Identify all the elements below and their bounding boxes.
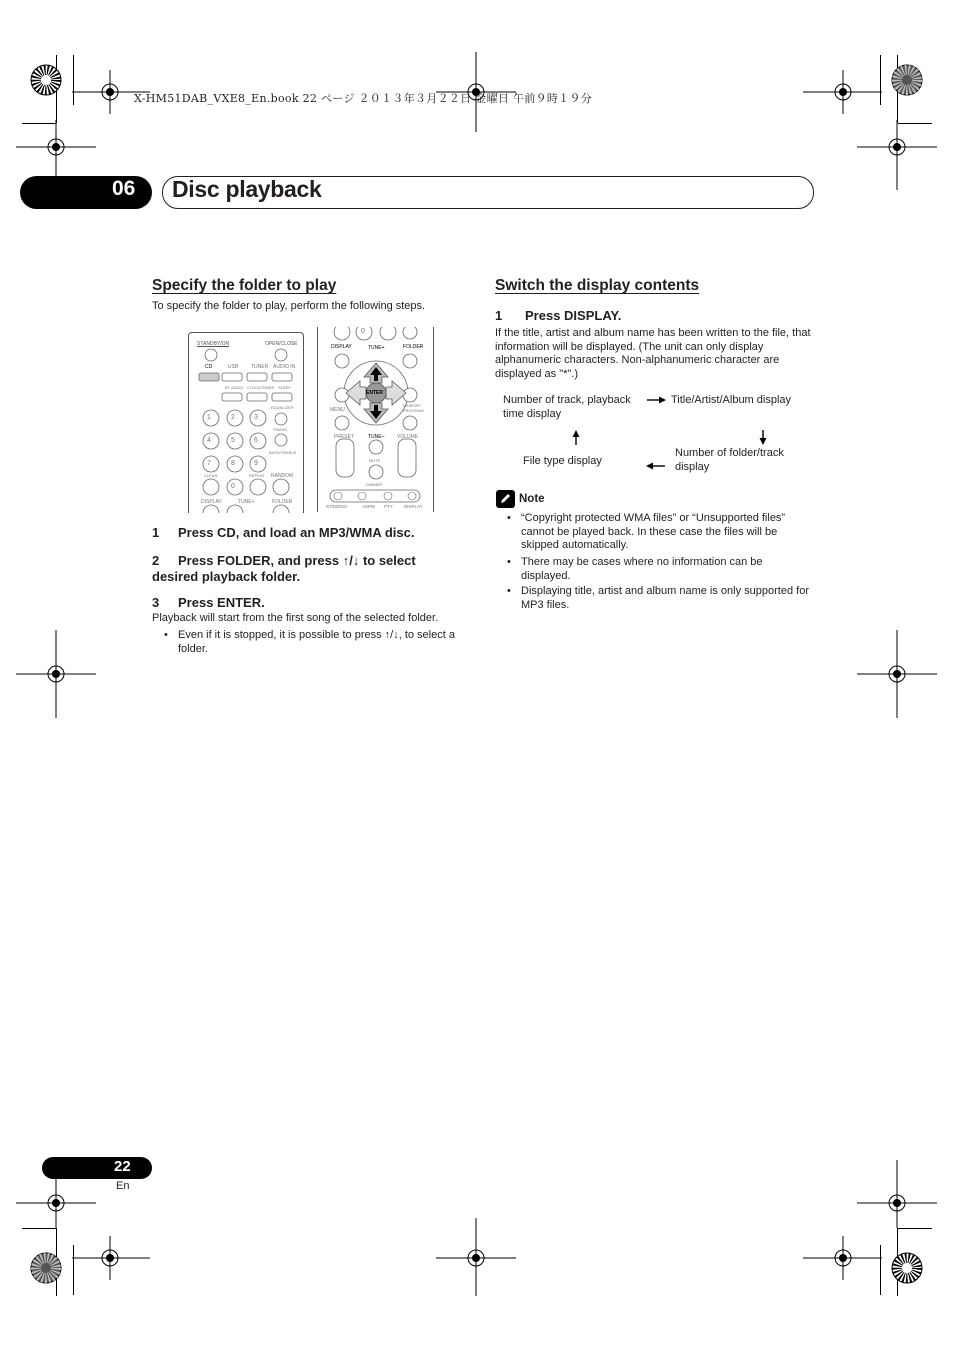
section-heading-folder: Specify the folder to play bbox=[152, 277, 337, 294]
remote-tuneplus: TUNE+ bbox=[238, 499, 255, 505]
remote-num-2: 2 bbox=[231, 414, 235, 421]
remote2-preset: PRESET bbox=[334, 434, 355, 440]
remote-btaudio: BT AUDIO bbox=[225, 385, 244, 390]
chapter-title: Disc playback bbox=[172, 176, 322, 202]
remote-clear: CLEAR bbox=[204, 473, 218, 478]
remote-main-buttons bbox=[189, 333, 303, 513]
remote-num-1: 1 bbox=[207, 414, 211, 421]
flow-node-track-time: Number of track, playback time display bbox=[503, 394, 631, 420]
remote2-aspm: ASPM bbox=[362, 504, 375, 509]
remote-basstreble: BASS/TREBLE bbox=[269, 450, 297, 455]
step-1-left bbox=[152, 525, 472, 541]
bullet-dot: • bbox=[507, 585, 511, 597]
remote-illustration-main bbox=[188, 332, 304, 513]
remote-standby-label: STANDBY/ON bbox=[197, 341, 230, 347]
note-item bbox=[507, 556, 813, 583]
step-number: 2 bbox=[152, 553, 160, 568]
step-number: 1 bbox=[495, 308, 503, 323]
remote2-zero: 0 bbox=[361, 328, 365, 335]
remote-clocktimer: CLOCK/TIMER bbox=[247, 385, 275, 390]
pencil-icon bbox=[496, 490, 515, 508]
remote2-display: DISPLAY bbox=[331, 344, 352, 350]
step-text: Press ENTER. bbox=[178, 595, 265, 610]
remote-src-usb: USB bbox=[228, 364, 239, 370]
print-meta: X-HM51DAB_VXE8_En.book 22 ページ ２０１３年３月２２日 金曜日 午前９時１９分 bbox=[134, 92, 593, 105]
remote-random: RANDOM bbox=[271, 473, 294, 479]
remote-folder: FOLDER bbox=[272, 499, 293, 505]
remote2-menu: MENU bbox=[330, 407, 345, 413]
remote-num-5: 5 bbox=[231, 437, 235, 444]
remote-num-8: 8 bbox=[231, 460, 235, 467]
left-bullet bbox=[164, 629, 470, 656]
page-number-badge bbox=[42, 1157, 152, 1179]
remote-repeat: REPEAT bbox=[249, 473, 265, 478]
remote-num-9: 9 bbox=[254, 460, 258, 467]
remote2-mute: MUTE bbox=[369, 458, 381, 463]
remote-src-cd: CD bbox=[205, 364, 213, 370]
bullet-dot: • bbox=[164, 629, 168, 641]
bullet-dot: • bbox=[507, 556, 511, 568]
remote2-memory: MEMORY PROGRAM bbox=[403, 403, 424, 413]
chapter-number: 06 bbox=[112, 177, 136, 200]
remote-num-6: 6 bbox=[254, 437, 258, 444]
flow-arrows bbox=[490, 388, 820, 478]
note-text: There may be cases where no information can be displayed. bbox=[521, 556, 763, 582]
page-number: 22 bbox=[114, 1158, 131, 1175]
step-number: 3 bbox=[152, 595, 160, 610]
remote-sleep: SLEEP bbox=[278, 385, 291, 390]
remote2-folder: FOLDER bbox=[403, 344, 424, 350]
step-number: 1 bbox=[152, 525, 160, 540]
display-description: If the title, artist and album name has been written to the file, that information will be displayed. (The unit can only display alphanumeric characters. Non-alphanumeric character are displayed as "*".) bbox=[495, 327, 811, 380]
remote2-tuneminus: TUNE– bbox=[368, 434, 385, 440]
section-heading-display: Switch the display contents bbox=[495, 277, 700, 294]
remote2-stmono: ST/MONO bbox=[326, 504, 347, 509]
note-item bbox=[507, 585, 813, 612]
remote2-tuneplus: TUNE+ bbox=[368, 345, 385, 351]
intro-text: To specify the folder to play, perform the following steps. bbox=[152, 300, 426, 312]
remote-num-7: 7 bbox=[207, 460, 211, 467]
language-code: En bbox=[116, 1180, 130, 1192]
step-text: Press FOLDER, and press ↑/↓ to select desired playback folder. bbox=[152, 553, 416, 584]
remote-num-0: 0 bbox=[231, 483, 235, 490]
step-text: Press DISPLAY. bbox=[525, 308, 622, 323]
remote-equalizer: EQUALIZER bbox=[271, 405, 294, 410]
remote2-dimmer: DIMMER bbox=[366, 482, 383, 487]
step-1-right bbox=[495, 308, 815, 324]
remote-illustration-nav bbox=[317, 327, 434, 512]
step-3-left bbox=[152, 595, 472, 611]
remote-display: DISPLAY bbox=[201, 499, 222, 505]
remote2-display-bottom: DISPLAY bbox=[404, 504, 423, 509]
step-text: Press CD, and load an MP3/WMA disc. bbox=[178, 525, 415, 540]
remote2-pty: PTY bbox=[384, 504, 393, 509]
remote-src-tuner: TUNER bbox=[251, 364, 269, 370]
flow-node-title-artist: Title/Artist/Album display bbox=[671, 394, 792, 406]
note-text: Displaying title, artist and album name is only supported for MP3 files. bbox=[521, 585, 809, 611]
step-2-left bbox=[152, 553, 452, 585]
remote2-enter: ENTER bbox=[366, 390, 383, 396]
note-label: Note bbox=[519, 493, 545, 505]
note-item bbox=[507, 512, 813, 553]
note-icon bbox=[496, 490, 515, 508]
note-text: “Copyright protected WMA files” or “Unsupported files” cannot be played back. In these case the files will be skipped automatically. bbox=[521, 512, 786, 552]
flow-node-file-type: File type display bbox=[523, 455, 602, 467]
remote-pbass: P.BASS bbox=[273, 427, 287, 432]
flow-node-folder-track: Number of folder/track display bbox=[675, 447, 784, 473]
remote-num-4: 4 bbox=[207, 437, 211, 444]
remote-num-3: 3 bbox=[254, 414, 258, 421]
remote2-volume: VOLUME bbox=[397, 434, 419, 440]
bullet-text: Even if it is stopped, it is possible to press ↑/↓, to select a folder. bbox=[178, 629, 455, 655]
step-3-description: Playback will start from the first song of the selected folder. bbox=[152, 612, 439, 624]
remote-openclose-label: OPEN/CLOSE bbox=[265, 341, 298, 347]
remote-src-audioin: AUDIO IN bbox=[273, 364, 296, 370]
bullet-dot: • bbox=[507, 512, 511, 524]
